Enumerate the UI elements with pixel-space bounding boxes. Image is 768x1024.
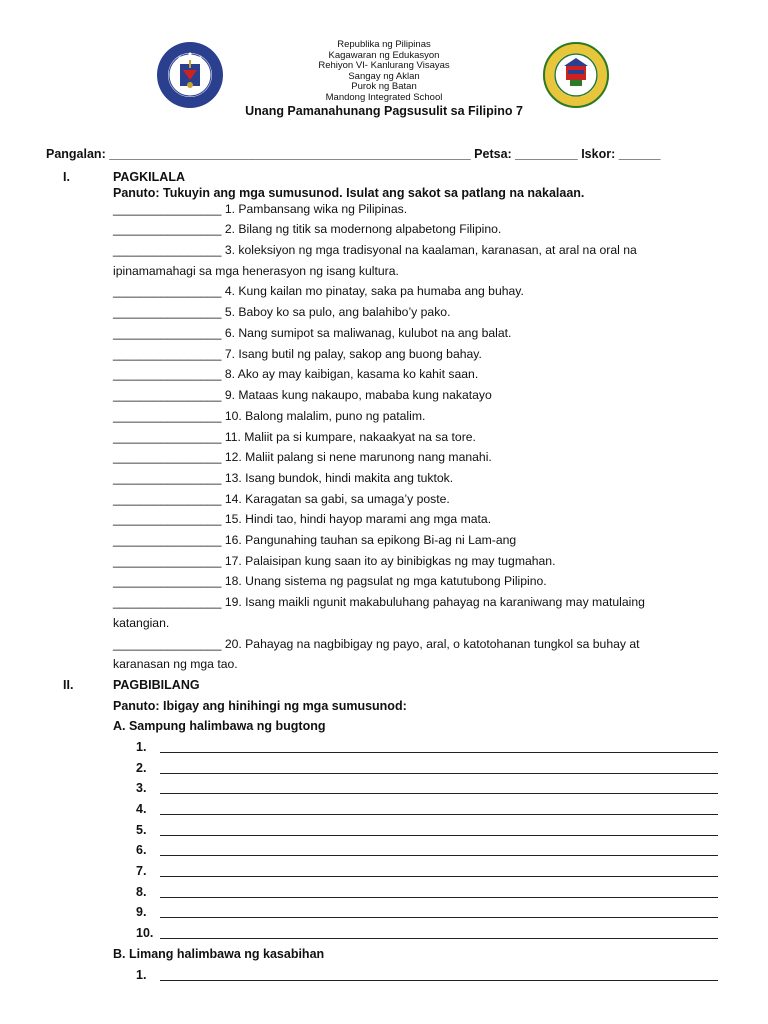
question-item: ________________ 8. Ako ay may kaibigan, kasama ko kahit saan. bbox=[113, 367, 479, 381]
answer-number: 6. bbox=[136, 843, 147, 857]
answer-number: 9. bbox=[136, 905, 147, 919]
answer-number: 3. bbox=[136, 781, 147, 795]
section-title: PAGBIBILANG bbox=[113, 678, 200, 692]
section-instruction: Panuto: Ibigay ang hinihingi ng mga sumusunod: bbox=[113, 699, 407, 713]
question-item: ________________ 15. Hindi tao, hindi hayop marami ang mga mata. bbox=[113, 512, 492, 526]
header-line: Rehiyon VI- Kanlurang Visayas bbox=[318, 60, 450, 72]
answer-number: 2. bbox=[136, 761, 147, 775]
answer-line[interactable] bbox=[160, 876, 718, 877]
question-item: ________________ 9. Mataas kung nakaupo, mababa kung nakatayo bbox=[113, 388, 492, 402]
section-number: II. bbox=[63, 678, 74, 692]
answer-number: 5. bbox=[136, 823, 147, 837]
answer-line[interactable] bbox=[160, 773, 718, 774]
school-header bbox=[234, 40, 534, 104]
answer-number: 4. bbox=[136, 802, 147, 816]
header-line: Sangay ng Aklan bbox=[348, 70, 420, 82]
header-line: Republika ng Pilipinas bbox=[337, 39, 431, 50]
school-seal-logo bbox=[536, 40, 616, 110]
question-continuation: karanasan ng mga tao. bbox=[113, 657, 238, 671]
question-item: ________________ 5. Baboy ko sa pulo, ang balahibo’y pako. bbox=[113, 305, 451, 319]
answer-line[interactable] bbox=[160, 980, 718, 981]
question-item: ________________ 10. Balong malalim, puno ng patalim. bbox=[113, 409, 426, 423]
answer-number: 8. bbox=[136, 885, 147, 899]
question-item: ________________ 12. Maliit palang si nene marunong nang manahi. bbox=[113, 450, 492, 464]
question-item: ________________ 17. Palaisipan kung saan ito ay binibigkas ng may tugmahan. bbox=[113, 554, 556, 568]
question-item: ________________ 18. Unang sistema ng pagsulat ng mga katutubong Pilipino. bbox=[113, 574, 547, 588]
question-item: ________________ 14. Karagatan sa gabi, sa umaga’y poste. bbox=[113, 492, 450, 506]
header-line: Mandong Integrated School bbox=[325, 91, 443, 103]
question-item: ________________ 2. Bilang ng titik sa modernong alpabetong Filipino. bbox=[113, 222, 502, 236]
question-item: ________________ 6. Nang sumipot sa maliwanag, kulubot na ang balat. bbox=[113, 326, 512, 340]
question-item: ________________ 4. Kung kailan mo pinatay, saka pa humaba ang buhay. bbox=[113, 284, 524, 298]
question-item: ________________ 7. Isang butil ng palay, sakop ang buong bahay. bbox=[113, 347, 482, 361]
question-continuation: katangian. bbox=[113, 616, 170, 630]
question-item: ________________ 1. Pambansang wika ng Pilipinas. bbox=[113, 202, 408, 216]
answer-number: 1. bbox=[136, 740, 147, 754]
section-number: I. bbox=[63, 170, 70, 184]
answer-line[interactable] bbox=[160, 752, 718, 753]
answer-line[interactable] bbox=[160, 938, 718, 939]
question-item: ________________ 20. Pahayag na nagbibigay ng payo, aral, o katotohanan tungkol sa buhay at bbox=[113, 637, 640, 651]
answer-line[interactable] bbox=[160, 897, 718, 898]
answer-number: 10. bbox=[136, 926, 154, 940]
part-b-label: B. Limang halimbawa ng kasabihan bbox=[113, 947, 325, 961]
question-item: ________________ 13. Isang bundok, hindi makita ang tuktok. bbox=[113, 471, 454, 485]
answer-line[interactable] bbox=[160, 793, 718, 794]
answer-line[interactable] bbox=[160, 835, 718, 836]
section-instruction: Panuto: Tukuyin ang mga sumusunod. Isulat ang sakot sa patlang na nakalaan. bbox=[113, 186, 585, 200]
question-item: ________________ 16. Pangunahing tauhan sa epikong Bi-ag ni Lam-ang bbox=[113, 533, 517, 547]
question-item: ________________ 19. Isang maikli ngunit makabuluhang pahayag na karaniwang may matulaing bbox=[113, 595, 645, 609]
question-continuation: ipinamamahagi sa mga henerasyon ng isang kultura. bbox=[113, 264, 399, 278]
part-a-label: A. Sampung halimbawa ng bugtong bbox=[113, 719, 326, 733]
answer-line[interactable] bbox=[160, 917, 718, 918]
answer-line[interactable] bbox=[160, 814, 718, 815]
section-title: PAGKILALA bbox=[113, 170, 185, 184]
header-line: Purok ng Batan bbox=[351, 81, 417, 93]
question-item: ________________ 11. Maliit pa si kumpare, nakaakyat na sa tore. bbox=[113, 430, 476, 444]
answer-line[interactable] bbox=[160, 855, 718, 856]
student-info-row: Pangalan: ____________________________________________________ Petsa: _________ Iskor: ______ bbox=[46, 147, 661, 161]
answer-number: 7. bbox=[136, 864, 147, 878]
answer-number: 1. bbox=[136, 968, 147, 982]
deped-seal-logo bbox=[150, 40, 230, 110]
question-item: ________________ 3. koleksiyon ng mga tradisyonal na kaalaman, karanasan, at aral na oral na bbox=[113, 243, 637, 257]
header-line: Kagawaran ng Edukasyon bbox=[328, 49, 440, 61]
exam-title: Unang Pamanahunang Pagsusulit sa Filipino 7 bbox=[245, 104, 523, 118]
